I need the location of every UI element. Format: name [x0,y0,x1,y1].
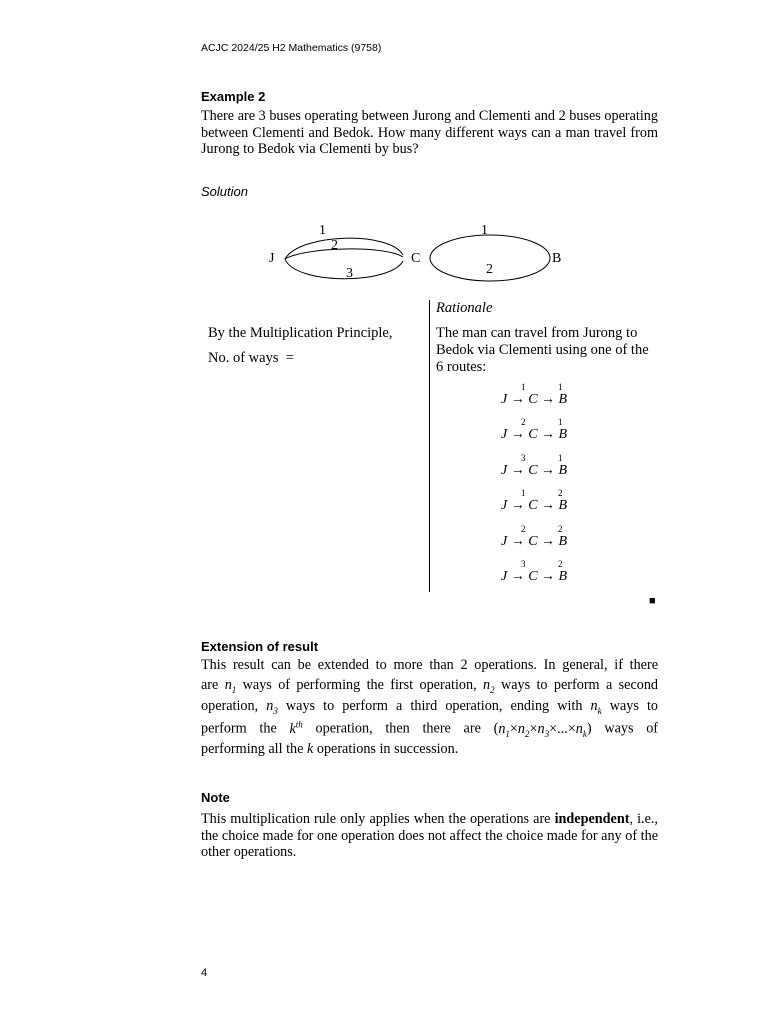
route-row [501,488,591,518]
extension-line: operation, $n_3$ ways to perform a third operation, ending with $n_k$ ways to [201,698,659,716]
route-first-bus: 1 [521,382,526,392]
example-question: There are 3 buses operating between Jurong and Clementi and 2 buses operating between Clementi and Bedok. How many different ways can a man travel from Jurong to Bedok via Clementi by bus? [201,108,658,157]
route-row [501,382,591,412]
route-first-bus: 3 [521,453,526,463]
route-first-bus: 2 [521,417,526,427]
n3-symbol: $n_3$ [266,698,278,716]
extension-line: This result can be extended to more than 2 operations. In general, if there [201,657,658,673]
n2-symbol: $n_2$ [483,677,495,695]
route-expression: J → C → B [501,463,568,478]
jc-label-3: 3 [346,266,353,281]
page-number: 4 [201,967,208,979]
route-row [501,559,591,589]
end-of-solution-mark: ■ [649,595,656,607]
extension-line: are $n_1$ ways of performing the first operation, $n_2$ ways to perform a second [201,677,659,695]
extension-line: perform the $k^{th}$ operation, then there are $(n_1\times n_2\times n_3\times...\times n_k)$ ways of [201,719,659,739]
route-second-bus: 1 [558,453,563,463]
jc-route-middle [285,249,403,259]
cb-label-2: 2 [486,262,493,277]
route-expression: J → C → B [501,392,568,407]
kth-symbol: $k^{th}$ [289,719,303,737]
route-expression: J → C → B [501,569,568,584]
route-row [501,453,591,483]
node-b: B [552,251,562,266]
route-second-bus: 1 [558,417,563,427]
nk-symbol: $n_k$ [590,698,602,716]
product-expression: $n_1\times n_2\times n_3\times...\times n_k$ [498,720,587,739]
n1-symbol: $n_1$ [224,677,237,695]
jc-label-1: 1 [319,223,326,238]
route-second-bus: 2 [558,488,563,498]
route-first-bus: 2 [521,524,526,534]
route-first-bus: 3 [521,559,526,569]
rationale-heading: Rationale [436,300,493,316]
route-second-bus: 2 [558,559,563,569]
cb-label-1: 1 [481,223,488,238]
route-second-bus: 1 [558,382,563,392]
multiplication-principle-text: By the Multiplication Principle, [208,325,393,341]
extension-line: performing all the k operations in succession. [201,741,459,757]
route-second-bus: 2 [558,524,563,534]
route-expression: J → C → B [501,534,568,549]
page-header: ACJC 2024/25 H2 Mathematics (9758) [201,42,382,54]
number-of-ways-text: No. of ways = [208,350,294,366]
node-j: J [269,251,275,266]
independent-keyword: independent [554,811,630,827]
route-expression: J → C → B [501,427,568,442]
route-row [501,417,591,447]
route-row [501,524,591,554]
route-diagram [255,215,575,290]
column-divider [429,300,430,592]
rationale-text: The man can travel from Jurong to Bedok via Clementi using one of the 6 routes: [436,325,649,375]
note-title: Note [201,790,230,805]
node-c: C [411,251,421,266]
route-expression: J → C → B [501,498,568,513]
jc-label-2: 2 [331,238,338,253]
route-first-bus: 1 [521,488,526,498]
example-title: Example 2 [201,89,266,104]
note-text: This multiplication rule only applies when the operations are independent, i.e., the choice made for one operation does not affect the choice made for any of the other operations. [201,811,658,860]
extension-paragraph [201,657,658,761]
extension-title: Extension of result [201,639,319,654]
jc-route-bottom [285,259,403,279]
solution-label: Solution [201,184,248,199]
